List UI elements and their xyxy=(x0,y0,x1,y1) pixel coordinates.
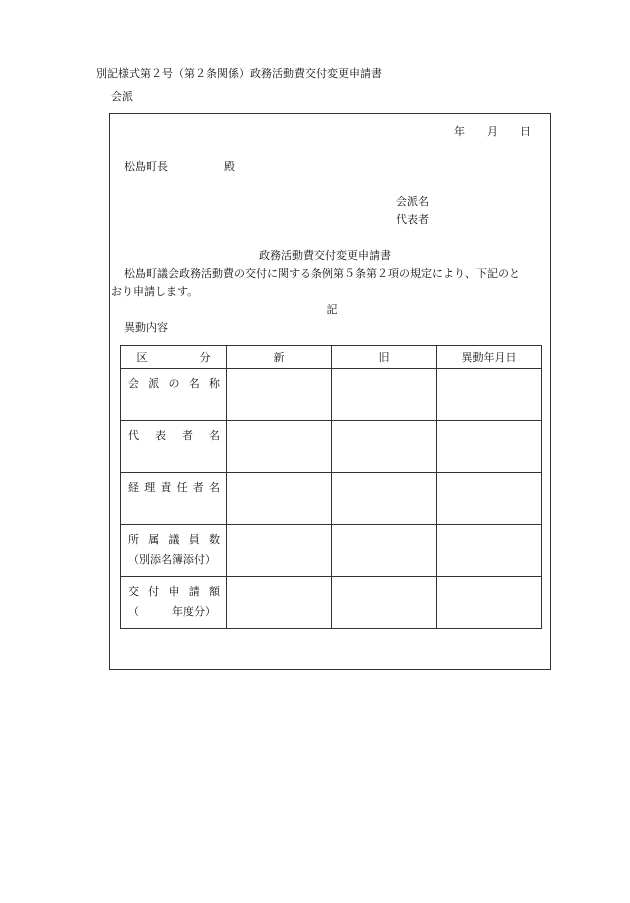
table-header-row xyxy=(121,346,542,369)
table-row xyxy=(121,421,542,473)
old-value-cell[interactable] xyxy=(332,473,437,525)
row-label-cell xyxy=(121,421,227,473)
new-value-cell[interactable] xyxy=(227,421,332,473)
table-row xyxy=(121,577,542,629)
month-label: 月 xyxy=(487,125,498,138)
old-value-cell[interactable] xyxy=(332,369,437,421)
document-title: 政務活動費交付変更申請書 xyxy=(259,249,391,262)
header-new: 新 xyxy=(227,346,332,369)
row-label: 代表者名 xyxy=(128,429,220,442)
change-date-cell[interactable] xyxy=(437,473,542,525)
table-row xyxy=(121,525,542,577)
header-old: 旧 xyxy=(332,346,437,369)
row-label-cell xyxy=(121,473,227,525)
ki-label: 記 xyxy=(326,303,338,316)
body-text-line-2: おり申請します。 xyxy=(111,285,199,298)
applicant-faction-name-label: 会派名 xyxy=(396,195,429,208)
header-category: 区分 xyxy=(121,346,227,369)
change-date-cell[interactable] xyxy=(437,525,542,577)
row-label: 所属議員数 xyxy=(128,533,220,546)
row-label-cell xyxy=(121,525,227,577)
change-date-cell[interactable] xyxy=(437,577,542,629)
addressee-name: 松島町長 xyxy=(124,160,168,173)
form-heading: 別記様式第２号（第２条関係）政務活動費交付変更申請書 xyxy=(96,67,382,80)
new-value-cell[interactable] xyxy=(227,577,332,629)
table-row xyxy=(121,369,542,421)
day-label: 日 xyxy=(520,125,531,138)
new-value-cell[interactable] xyxy=(227,525,332,577)
row-label-cell xyxy=(121,369,227,421)
row-note: （別添名簿添付） xyxy=(128,553,216,566)
row-label: 経理責任者名 xyxy=(128,481,220,494)
row-label: 交付申請額 xyxy=(128,585,220,598)
change-date-cell[interactable] xyxy=(437,421,542,473)
body-text-line-1: 松島町議会政務活動費の交付に関する条例第５条第２項の規定により、下記のと xyxy=(124,267,520,280)
old-value-cell[interactable] xyxy=(332,577,437,629)
new-value-cell[interactable] xyxy=(227,369,332,421)
old-value-cell[interactable] xyxy=(332,525,437,577)
faction-label: 会派 xyxy=(111,90,133,103)
change-date-cell[interactable] xyxy=(437,369,542,421)
changes-label: 異動内容 xyxy=(124,321,168,334)
old-value-cell[interactable] xyxy=(332,421,437,473)
new-value-cell[interactable] xyxy=(227,473,332,525)
row-label: 会派の名称 xyxy=(128,377,220,390)
date-line xyxy=(454,125,531,138)
applicant-representative-label: 代表者 xyxy=(396,213,429,226)
row-note: （ 年度分） xyxy=(128,605,216,618)
header-change-date: 異動年月日 xyxy=(437,346,542,369)
row-label-cell xyxy=(121,577,227,629)
changes-table xyxy=(120,345,542,629)
addressee xyxy=(124,160,235,173)
year-label: 年 xyxy=(454,125,465,138)
table-row xyxy=(121,473,542,525)
addressee-honorific: 殿 xyxy=(224,160,235,173)
